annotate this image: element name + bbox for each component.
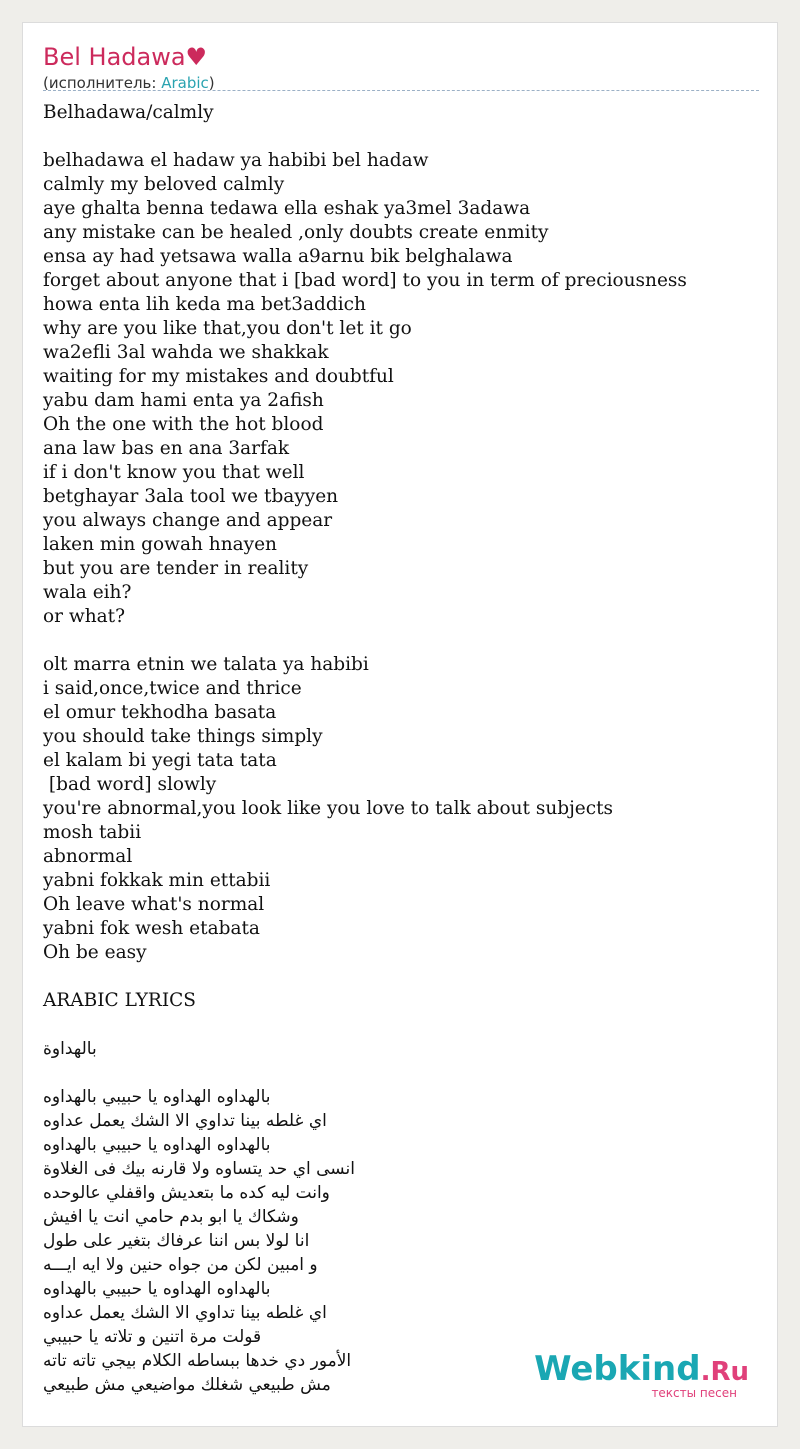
lyric-line: el kalam bi yegi tata tata	[43, 750, 277, 771]
artist-prefix: (исполнитель:	[43, 74, 162, 92]
lyric-line: but you are tender in reality	[43, 558, 309, 579]
lyric-line: Oh leave what's normal	[43, 894, 265, 915]
lyric-line: وانت ليه كده ما بتعديش واقفلي عالوحده	[43, 1183, 330, 1203]
lyric-line: aye ghalta benna tedawa ella eshak ya3mel 3adawa	[43, 198, 531, 219]
lyric-line: Oh be easy	[43, 942, 147, 963]
lyric-line: laken min gowah hnayen	[43, 534, 277, 555]
lyric-line: وشكاك يا ابو بدم حامي انت يا افيش	[43, 1207, 299, 1227]
lyric-line: betghayar 3ala tool we tbayyen	[43, 486, 339, 507]
lyric-blank-line	[43, 125, 759, 149]
lyric-line: و امبين لكن من جواه حنين ولا ايه ايـــه	[43, 1255, 318, 1275]
lyric-line: انا لولا بس اننا عرفاك بتغير على طول	[43, 1231, 310, 1251]
lyric-line: بالهداوة	[43, 1039, 97, 1059]
lyric-line: or what?	[43, 606, 125, 627]
lyric-blank-line	[43, 1061, 759, 1085]
logo-brand: Webkind	[534, 1349, 701, 1389]
logo-tld: .Ru	[700, 1357, 749, 1387]
song-title: Bel Hadawa♥	[43, 43, 208, 71]
lyric-line: Belhadawa/calmly	[43, 102, 214, 123]
lyric-line: ensa ay had yetsawa walla a9arnu bik belghalawa	[43, 246, 513, 267]
lyric-line: [bad word] slowly	[43, 774, 217, 795]
lyric-line: انسى اي حد يتساوه ولا قارنه بيك فى الغلاوة	[43, 1159, 355, 1179]
lyric-line: any mistake can be healed ,only doubts create enmity	[43, 222, 549, 243]
lyric-line: howa enta lih keda ma bet3addich	[43, 294, 366, 315]
lyric-line: قولت مرة اتنين و تلاته يا حبيبي	[43, 1327, 262, 1347]
lyric-line: الأمور دي خدها ببساطه الكلام بيجي تاته تاته	[43, 1351, 352, 1371]
lyric-line: اي غلطه بينا تداوي الا الشك يعمل عداوه	[43, 1111, 327, 1131]
lyric-line: ARABIC LYRICS	[43, 990, 196, 1011]
lyric-line: calmly my beloved calmly	[43, 174, 285, 195]
lyric-line: el omur tekhodha basata	[43, 702, 277, 723]
lyric-line: i said,once,twice and thrice	[43, 678, 302, 699]
logo-tagline: тексты песен	[651, 1386, 737, 1400]
lyric-line: if i don't know you that well	[43, 462, 305, 483]
lyric-line: mosh tabii	[43, 822, 142, 843]
lyric-line: waiting for my mistakes and doubtful	[43, 366, 394, 387]
song-header	[43, 41, 759, 93]
lyric-line: مش طبيعي شغلك مواضيعي مش طبيعي	[43, 1375, 331, 1395]
lyric-blank-line	[43, 1013, 759, 1037]
lyric-line: belhadawa el hadaw ya habibi bel hadaw	[43, 150, 429, 171]
lyrics-card	[22, 22, 778, 1427]
lyric-line: you should take things simply	[43, 726, 323, 747]
lyric-line: yabni fok wesh etabata	[43, 918, 260, 939]
lyric-line: اي غلطه بينا تداوي الا الشك يعمل عداوه	[43, 1303, 327, 1323]
lyric-line: forget about anyone that i [bad word] to you in term of preciousness	[43, 270, 687, 291]
artist-link[interactable]: Arabic	[161, 74, 209, 92]
webkind-logo[interactable]	[534, 1351, 749, 1400]
lyric-line: yabu dam hami enta ya 2afish	[43, 390, 324, 411]
lyric-line: بالهداوه الهداوه يا حبيبي بالهداوه	[43, 1087, 271, 1107]
lyric-line: why are you like that,you don't let it go	[43, 318, 412, 339]
lyric-line: بالهداوه الهداوه يا حبيبي بالهداوه	[43, 1135, 271, 1155]
lyric-line: بالهداوه الهداوه يا حبيبي بالهداوه	[43, 1279, 271, 1299]
artist-suffix: )	[208, 74, 215, 92]
lyric-blank-line	[43, 965, 759, 989]
lyric-line: Oh the one with the hot blood	[43, 414, 324, 435]
lyrics-body	[43, 101, 759, 1397]
header-divider	[43, 90, 759, 91]
lyric-line: ana law bas en ana 3arfak	[43, 438, 290, 459]
lyric-line: abnormal	[43, 846, 133, 867]
lyric-blank-line	[43, 629, 759, 653]
lyric-line: wa2efli 3al wahda we shakkak	[43, 342, 329, 363]
lyric-line: olt marra etnin we talata ya habibi	[43, 654, 369, 675]
lyric-line: you always change and appear	[43, 510, 333, 531]
lyric-line: you're abnormal,you look like you love to talk about subjects	[43, 798, 614, 819]
lyric-line: wala eih?	[43, 582, 132, 603]
lyric-line: yabni fokkak min ettabii	[43, 870, 271, 891]
